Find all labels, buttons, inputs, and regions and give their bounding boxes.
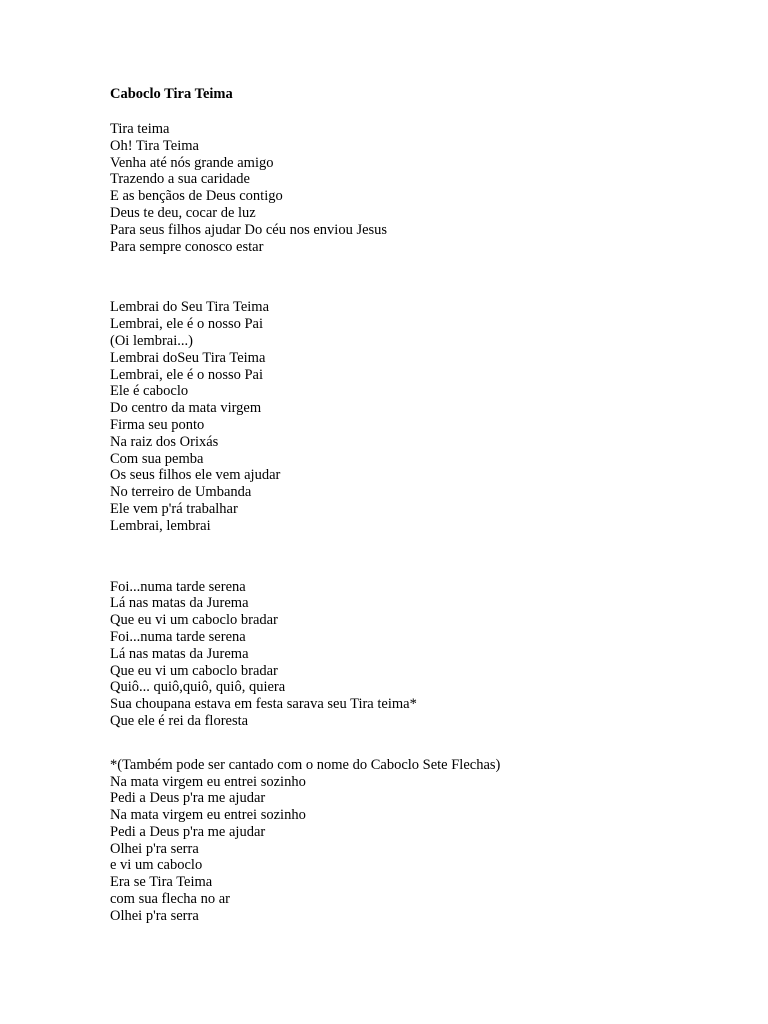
lyric-line: Ele vem p'rá trabalhar [110, 500, 238, 517]
lyric-line: Lá nas matas da Jurema [110, 595, 249, 612]
lyric-line: Lembrai do Seu Tira Teima [110, 299, 270, 316]
lyric-line: e vi um caboclo [110, 857, 203, 874]
lyric-line: Para seus filhos ajudar Do céu nos enviou Jesus [110, 221, 388, 238]
lyric-line: Lembrai, ele é o nosso Pai [110, 366, 264, 383]
lyric-line: Na raiz dos Orixás [110, 433, 219, 450]
lyric-line: Lá nas matas da Jurema [110, 645, 249, 662]
lyric-line: Foi...numa tarde serena [110, 578, 246, 595]
lyric-line: Pedi a Deus p'ra me ajudar [110, 790, 266, 807]
lyric-line: Oh! Tira Teima [110, 137, 199, 154]
stanza [110, 299, 730, 534]
lyric-line: Firma seu ponto [110, 416, 205, 433]
lyric-line: Trazendo a sua caridade [110, 171, 250, 188]
lyric-line: Os seus filhos ele vem ajudar [110, 467, 281, 484]
lyric-line: Era se Tira Teima [110, 874, 213, 891]
lyric-line: Olhei p'ra serra [110, 840, 199, 857]
lyric-line: Tira teima [110, 121, 170, 137]
lyric-line: Venha até nós grande amigo [110, 154, 274, 171]
lyric-line: Deus te deu, cocar de luz [110, 204, 256, 221]
lyric-line: Lembrai doSeu Tira Teima [110, 349, 266, 366]
lyric-line: Para sempre conosco estar [110, 238, 264, 255]
lyric-line: Olhei p'ra serra [110, 907, 199, 924]
lyric-line: (Oi lembrai...) [110, 332, 193, 349]
lyric-line: Lembrai, lembrai [110, 517, 211, 534]
lyric-line: Na mata virgem eu entrei sozinho [110, 773, 306, 790]
lyric-line: Foi...numa tarde serena [110, 628, 246, 645]
lyric-line: Com sua pemba [110, 450, 204, 467]
stanza [110, 121, 730, 255]
lyric-line: Na mata virgem eu entrei sozinho [110, 807, 306, 824]
lyric-line: Do centro da mata virgem [110, 400, 262, 417]
lyric-line: E as bençãos de Deus contigo [110, 188, 283, 205]
lyric-line: Que eu vi um caboclo bradar [110, 612, 278, 629]
lyric-line: No terreiro de Umbanda [110, 484, 252, 501]
lyric-line: Sua choupana estava em festa sarava seu Tira teima* [110, 696, 417, 713]
stanza [110, 757, 730, 925]
document-title: Caboclo Tira Teima [110, 86, 233, 102]
lyric-line: Pedi a Deus p'ra me ajudar [110, 823, 266, 840]
lyric-line: *(Também pode ser cantado com o nome do Caboclo Sete Flechas) [110, 756, 501, 773]
stanza [110, 579, 730, 730]
lyric-line: Quiô... quiô,quiô, quiô, quiera [110, 679, 286, 696]
lyric-line: Ele é caboclo [110, 383, 189, 400]
lyric-line: Que eu vi um caboclo bradar [110, 662, 278, 679]
lyric-line: Lembrai, ele é o nosso Pai [110, 316, 264, 333]
lyric-line: Que ele é rei da floresta [110, 712, 249, 729]
document-page [110, 86, 730, 925]
lyric-line: com sua flecha no ar [110, 891, 230, 908]
